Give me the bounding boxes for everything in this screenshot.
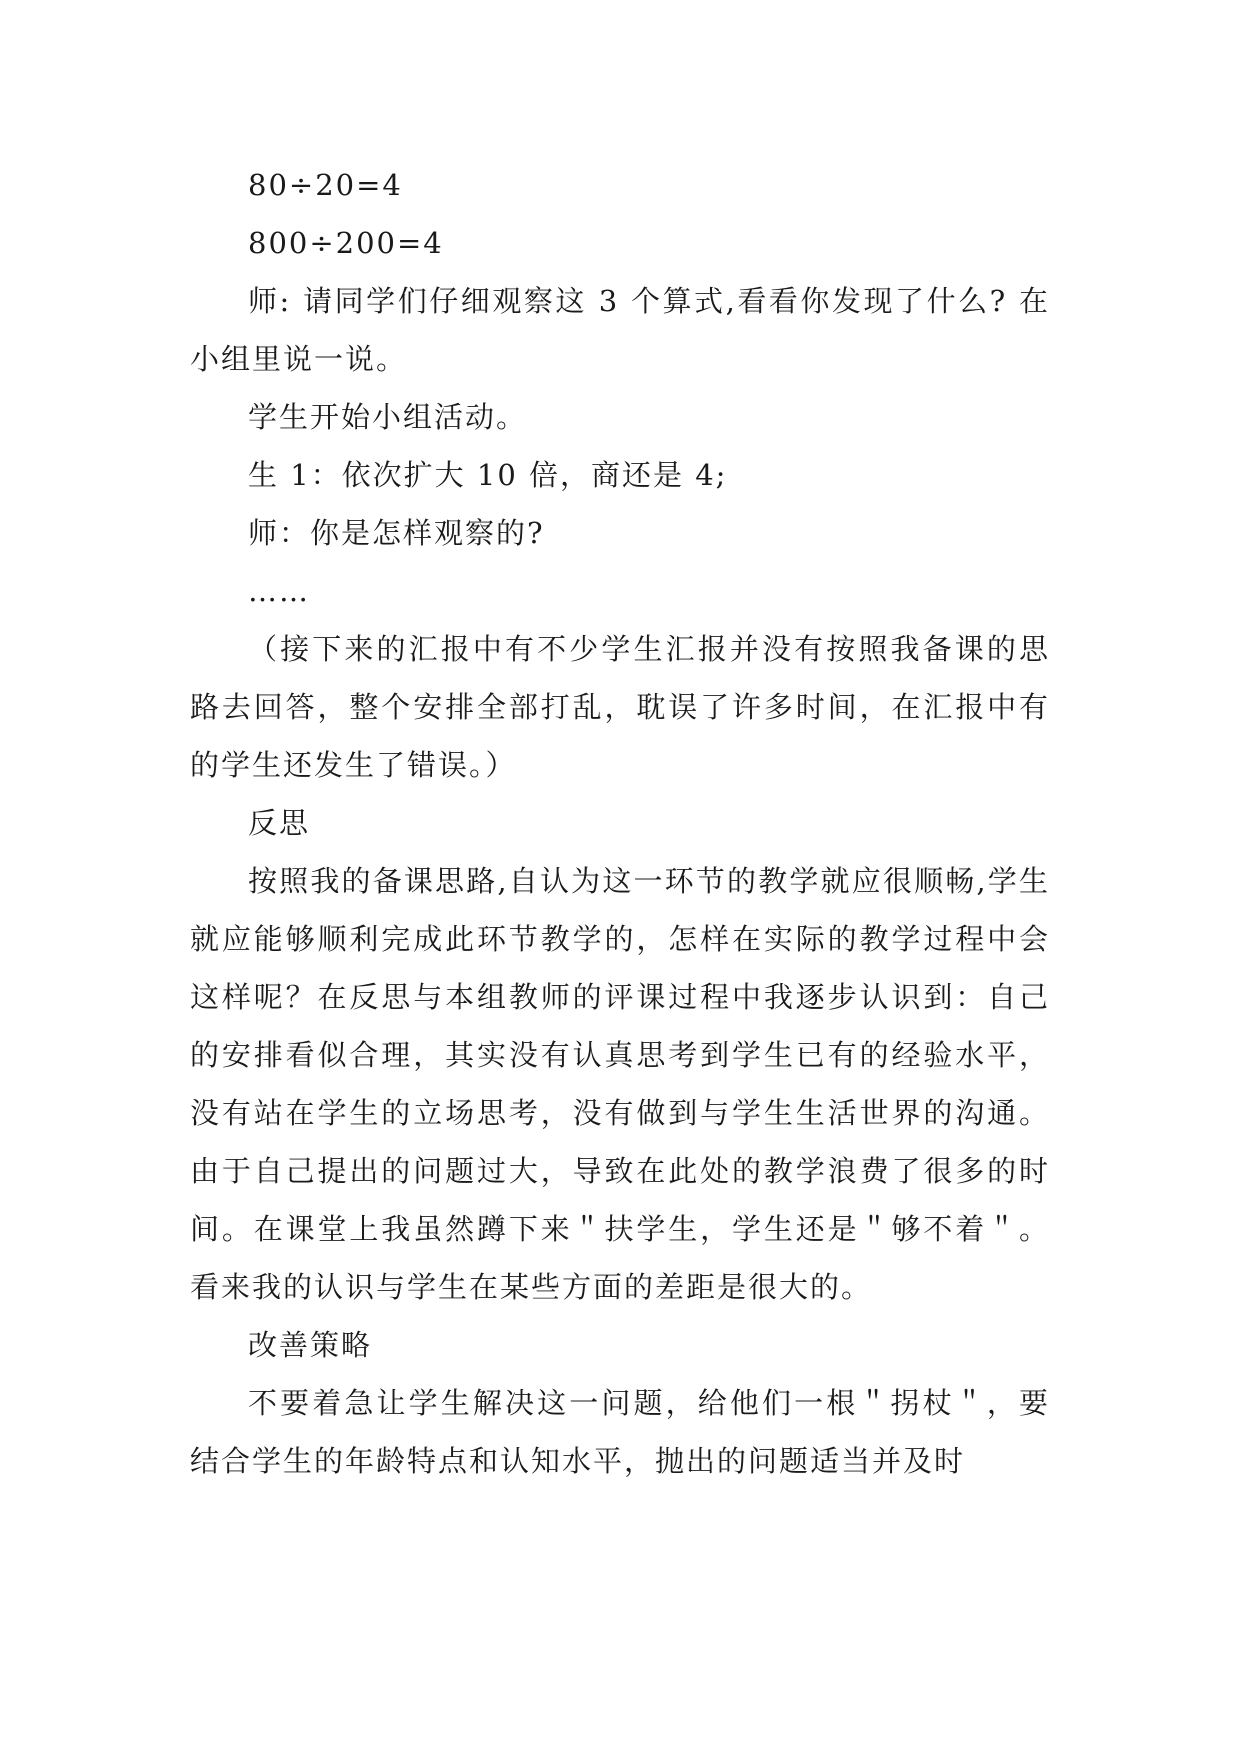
- ellipsis-paragraph: ……: [248, 574, 310, 608]
- group-activity-paragraph: 学生开始小组活动。: [248, 400, 528, 434]
- student-answer-paragraph: 生 1：依次扩大 10 倍，商还是 4;: [248, 458, 728, 492]
- reflection-heading: 反思: [248, 806, 311, 840]
- strategy-paragraph: 不要着急让学生解决这一问题，给他们一根＂拐杖＂，要结合学生的年龄特点和认知水平，抛出的问题适当并及时: [190, 1386, 1050, 1478]
- teacher-followup-paragraph: 师：你是怎样观察的?: [248, 516, 545, 550]
- teacher-question-paragraph: 师: 请同学们仔细观察这 3 个算式,看看你发现了什么? 在小组里说一说。: [190, 284, 1050, 376]
- reflection-paragraph: 按照我的备课思路,自认为这一环节的教学就应很顺畅,学生就应能够顺利完成此环节教学的，怎样在实际的教学过程中会这样呢？在反思与本组教师的评课过程中我逐步认识到：自己的安排看似合理，其实没有认真思考到学生已有的经验水平，没有站在学生的立场思考，没有做到与学生生活世界的沟通。由于自己提出的问题过大，导致在此处的教学浪费了很多的时间。在课堂上我虽然蹲下来＂扶学生，学生还是＂够不着＂。看来我的认识与学生在某些方面的差距是很大的。: [190, 864, 1050, 1304]
- equation-line-2: 800÷200=4: [248, 226, 444, 260]
- strategy-heading: 改善策略: [248, 1328, 373, 1362]
- document-body: [190, 156, 1050, 1490]
- report-note-paragraph: （接下来的汇报中有不少学生汇报并没有按照我备课的思路去回答，整个安排全部打乱，耽误了许多时间，在汇报中有的学生还发生了错误。）: [190, 632, 1050, 782]
- equation-line-1: 80÷20=4: [248, 168, 403, 202]
